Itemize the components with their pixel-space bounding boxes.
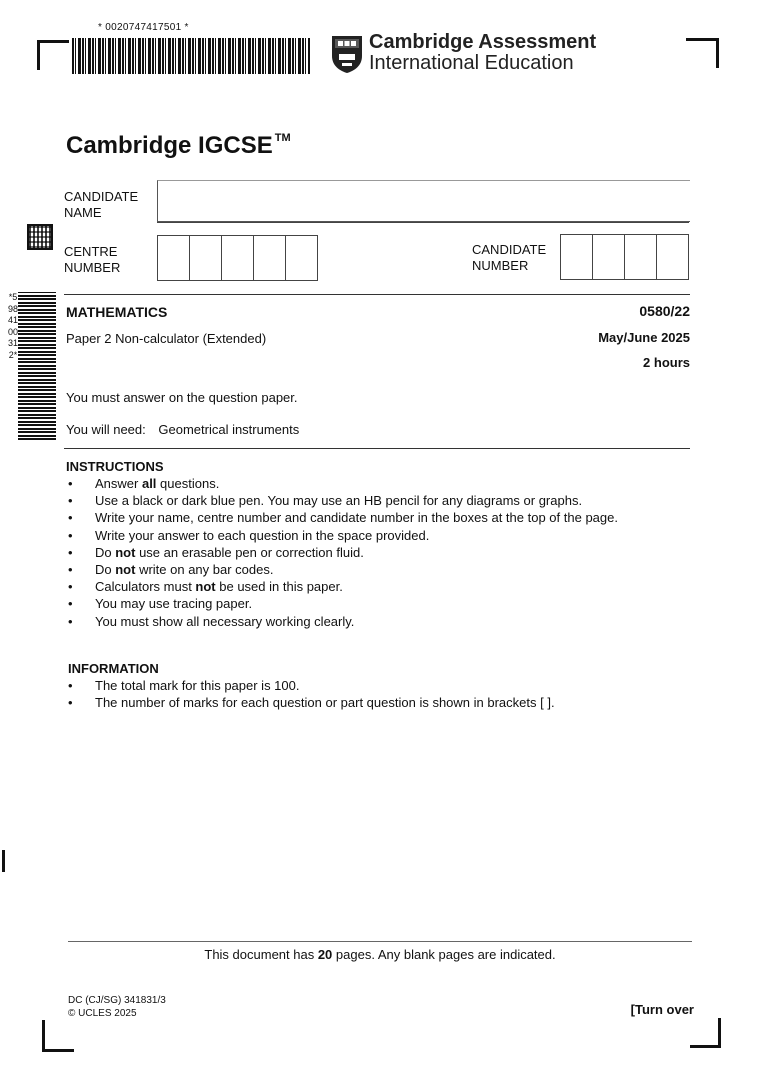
centre-number-label-line1: CENTRE (64, 244, 118, 259)
divider-footer (68, 941, 692, 942)
doc-code: DC (CJ/SG) 341831/3 (68, 995, 166, 1006)
candidate-name-box[interactable] (157, 180, 690, 222)
centre-number-cell[interactable] (190, 236, 222, 280)
exam-session: May/June 2025 (598, 330, 690, 345)
need-items: Geometrical instruments (158, 422, 300, 437)
candidate-name-label-line1: CANDIDATE (64, 189, 139, 204)
corner-mark-top-right-h (686, 38, 719, 41)
cambridge-crest-icon (330, 34, 364, 74)
logo-line-1: Cambridge Assessment (369, 31, 597, 53)
exam-duration: 2 hours (643, 355, 690, 370)
document-code (68, 994, 166, 1020)
page-count-note: This document has 20 pages. Any blank pages are indicated. (204, 947, 556, 962)
information-heading: INFORMATION (68, 661, 159, 676)
list-item: • Calculators must not be used in this paper. (66, 578, 618, 595)
list-item: • The number of marks for each question or part question is shown in brackets [ ]. (66, 694, 555, 711)
list-item: • Write your answer to each question in the space provided. (66, 527, 618, 544)
corner-mark-bottom-right-v (718, 1018, 721, 1048)
subject-title: MATHEMATICS (66, 304, 168, 320)
syllabus-code: 0580/22 (639, 303, 690, 319)
corner-mark-bottom-right-h (690, 1045, 721, 1048)
candidate-number-cell[interactable] (657, 235, 688, 279)
need-label: You will need: (66, 422, 146, 437)
corner-mark-top-right-v (716, 38, 719, 68)
qualification-name: Cambridge IGCSE (66, 132, 273, 159)
centre-number-cell[interactable] (158, 236, 190, 280)
candidate-name-box-underline (157, 222, 689, 223)
centre-number-boxes[interactable] (157, 235, 318, 281)
candidate-number-label (472, 242, 546, 274)
candidate-number-boxes[interactable] (560, 234, 689, 280)
qr-code (27, 224, 53, 250)
information-list (66, 677, 555, 711)
qualification-title (66, 132, 291, 160)
answer-note: You must answer on the question paper. (66, 390, 298, 405)
list-item: • Use a black or dark blue pen. You may use an HB pencil for any diagrams or graphs. (66, 492, 618, 509)
turn-over: [Turn over (630, 1002, 694, 1017)
list-item: • Answer all questions. (66, 475, 618, 492)
centre-number-cell[interactable] (254, 236, 286, 280)
divider-middle (64, 448, 690, 449)
candidate-number-label-line1: CANDIDATE (472, 242, 547, 257)
list-item: • You may use tracing paper. (66, 595, 618, 612)
candidate-number-cell[interactable] (625, 235, 657, 279)
centre-number-cell[interactable] (222, 236, 254, 280)
logo-line-2: International Education (369, 52, 574, 74)
copyright: © UCLES 2025 (68, 1008, 137, 1019)
page-count: 20 (317, 947, 333, 962)
corner-mark-bottom-left-h (42, 1049, 74, 1052)
centre-number-label-line2: NUMBER (64, 260, 121, 275)
divider-top (64, 294, 690, 295)
list-item: • Do not use an erasable pen or correction fluid. (66, 544, 618, 561)
centre-number-label (64, 244, 120, 276)
candidate-name-label-line2: NAME (64, 205, 102, 220)
list-item: • You must show all necessary working clearly. (66, 613, 618, 630)
list-item: • Write your name, centre number and candidate number in the boxes at the top of the page. (66, 509, 618, 526)
paper-title: Paper 2 Non-calculator (Extended) (66, 331, 267, 346)
side-barcode-digits: *5984100312* (8, 292, 19, 360)
barcode-number: * 0020747417501 * (98, 22, 189, 33)
instructions-heading: INSTRUCTIONS (66, 459, 164, 474)
candidate-name-label (64, 189, 138, 221)
corner-mark-top-left-h (37, 40, 69, 43)
margin-mark (2, 850, 5, 872)
candidate-number-label-line2: NUMBER (472, 258, 529, 273)
corner-mark-top-left-v (37, 40, 40, 70)
top-barcode (72, 38, 310, 74)
instructions-list (66, 475, 618, 630)
candidate-number-cell[interactable] (593, 235, 625, 279)
trademark-mark: TM (274, 132, 291, 144)
side-barcode (18, 292, 56, 440)
centre-number-cell[interactable] (286, 236, 317, 280)
list-item: • The total mark for this paper is 100. (66, 677, 555, 694)
corner-mark-bottom-left-v (42, 1020, 45, 1052)
you-will-need (66, 422, 299, 437)
list-item: • Do not write on any bar codes. (66, 561, 618, 578)
candidate-number-cell[interactable] (561, 235, 593, 279)
